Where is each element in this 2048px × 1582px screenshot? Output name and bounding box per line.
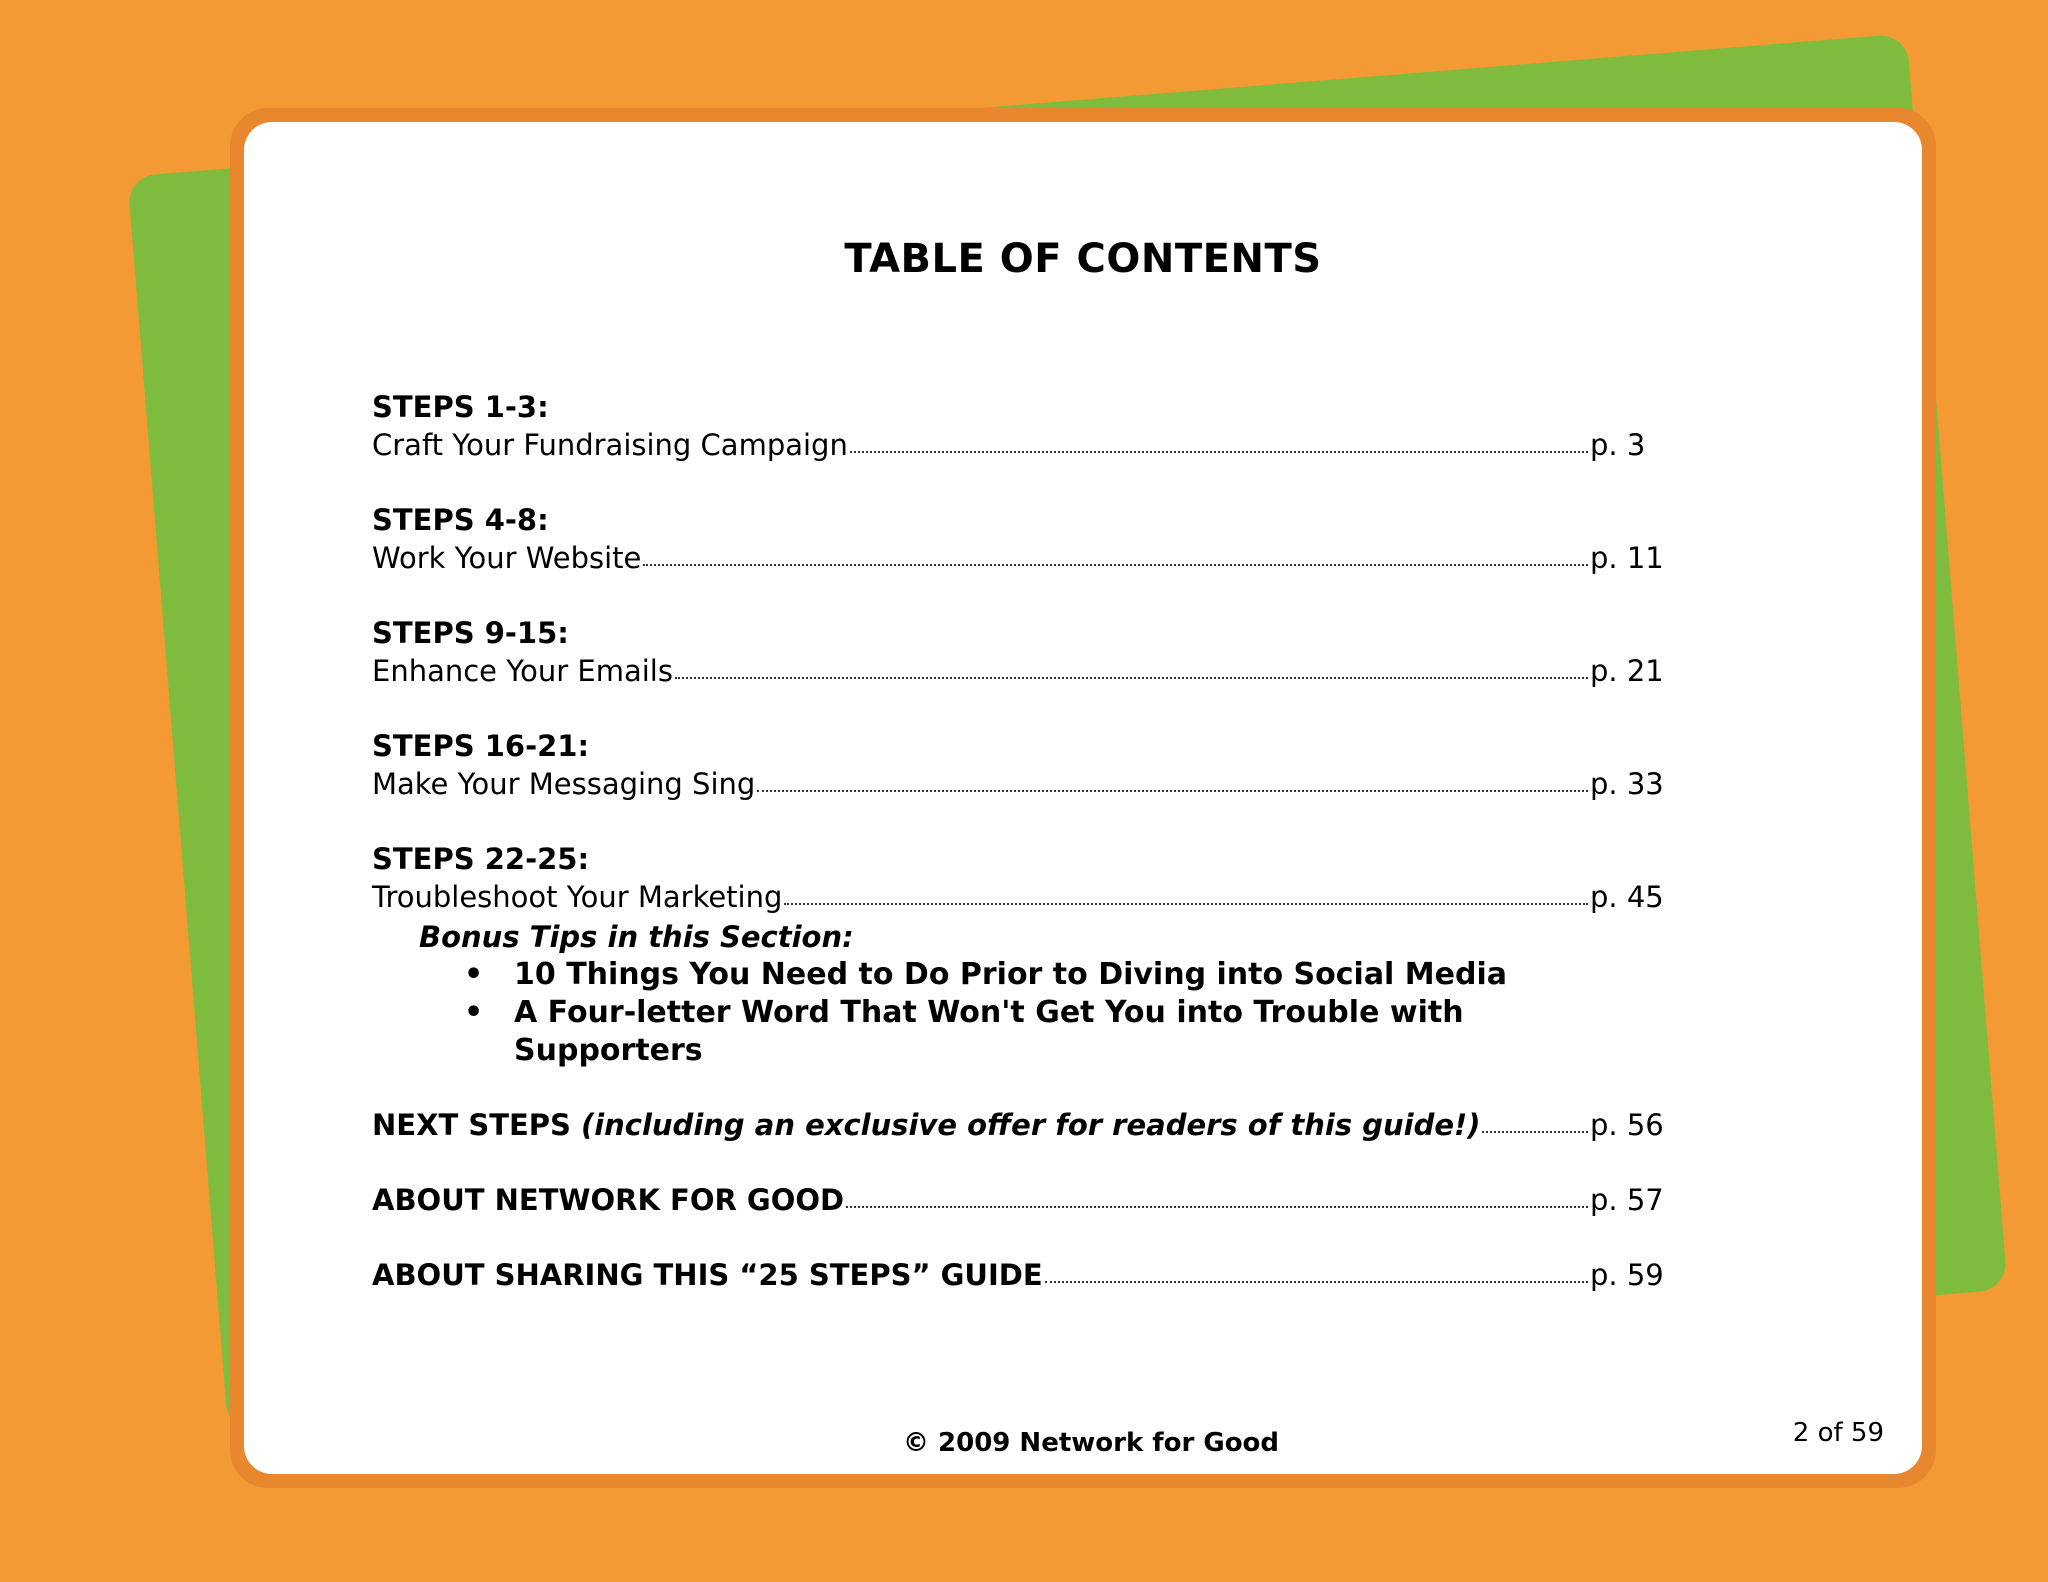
- dot-leader: [1482, 1125, 1588, 1133]
- section-heading: STEPS 22-25:: [372, 842, 590, 876]
- bullet-icon: •: [464, 995, 484, 1030]
- toc-section-steps-9-15: [372, 614, 1672, 690]
- bonus-tips-list: [464, 956, 1564, 1070]
- bonus-tip-text: A Four-letter Word That Won't Get You into Trouble with Supporters: [514, 995, 1464, 1068]
- bullet-icon: •: [464, 957, 484, 992]
- page-number: p. 45: [1590, 880, 1664, 914]
- page-number: p. 3: [1590, 428, 1646, 462]
- page-title: TABLE OF CONTENTS: [844, 236, 1322, 282]
- toc-section-steps-4-8: [372, 501, 1672, 577]
- toc-entry[interactable]: [372, 652, 1672, 690]
- toc-next-steps: [372, 1106, 1672, 1144]
- toc-entry[interactable]: [372, 539, 1672, 577]
- toc-section-steps-16-21: [372, 727, 1672, 803]
- section-heading: STEPS 16-21:: [372, 729, 590, 763]
- bonus-tip-text: 10 Things You Need to Do Prior to Diving into Social Media: [514, 957, 1507, 992]
- toc-about-sharing: [372, 1256, 1672, 1294]
- entry-label: NEXT STEPS: [372, 1108, 571, 1142]
- toc-entry[interactable]: [372, 1256, 1672, 1294]
- copyright-footer: © 2009 Network for Good: [902, 1428, 1280, 1458]
- entry-label: ABOUT SHARING THIS “25 STEPS” GUIDE: [372, 1258, 1043, 1292]
- toc-entry[interactable]: [372, 765, 1672, 803]
- dot-leader: [784, 897, 1588, 905]
- dot-leader: [846, 1200, 1588, 1208]
- toc-entry[interactable]: [372, 426, 1672, 464]
- dot-leader: [675, 671, 1588, 679]
- dot-leader: [643, 558, 1588, 566]
- toc-section-steps-22-25: [372, 840, 1672, 916]
- bonus-tips-heading: Bonus Tips in this Section:: [419, 920, 854, 954]
- page-number: p. 11: [1590, 541, 1664, 575]
- entry-label: Work Your Website: [372, 541, 642, 575]
- bonus-tip-item: [464, 956, 1564, 994]
- entry-label: Make Your Messaging Sing: [372, 767, 756, 801]
- dot-leader: [757, 784, 1588, 792]
- entry-note: (including an exclusive offer for readers of this guide!): [580, 1108, 1481, 1142]
- section-heading: STEPS 4-8:: [372, 503, 549, 537]
- page-number: p. 33: [1590, 767, 1664, 801]
- dot-leader: [1045, 1275, 1588, 1283]
- entry-label: Craft Your Fundraising Campaign: [372, 428, 848, 462]
- entry-label: Troubleshoot Your Marketing: [372, 880, 783, 914]
- document-page: [244, 122, 1922, 1474]
- toc-about-network: [372, 1181, 1672, 1219]
- toc-entry[interactable]: [372, 1106, 1672, 1144]
- page-number: p. 57: [1590, 1183, 1664, 1217]
- entry-label: ABOUT NETWORK FOR GOOD: [372, 1183, 845, 1217]
- toc-entry[interactable]: [372, 1181, 1672, 1219]
- dot-leader: [850, 445, 1588, 453]
- bonus-tip-item: [464, 994, 1564, 1070]
- toc-entry[interactable]: [372, 878, 1672, 916]
- section-heading: STEPS 9-15:: [372, 616, 569, 650]
- entry-label: Enhance Your Emails: [372, 654, 673, 688]
- page-counter: 2 of 59: [1792, 1418, 1884, 1448]
- page-number: p. 21: [1590, 654, 1664, 688]
- page-number: p. 56: [1590, 1108, 1664, 1142]
- page-number: p. 59: [1590, 1258, 1664, 1292]
- toc-section-steps-1-3: [372, 388, 1672, 464]
- section-heading: STEPS 1-3:: [372, 390, 549, 424]
